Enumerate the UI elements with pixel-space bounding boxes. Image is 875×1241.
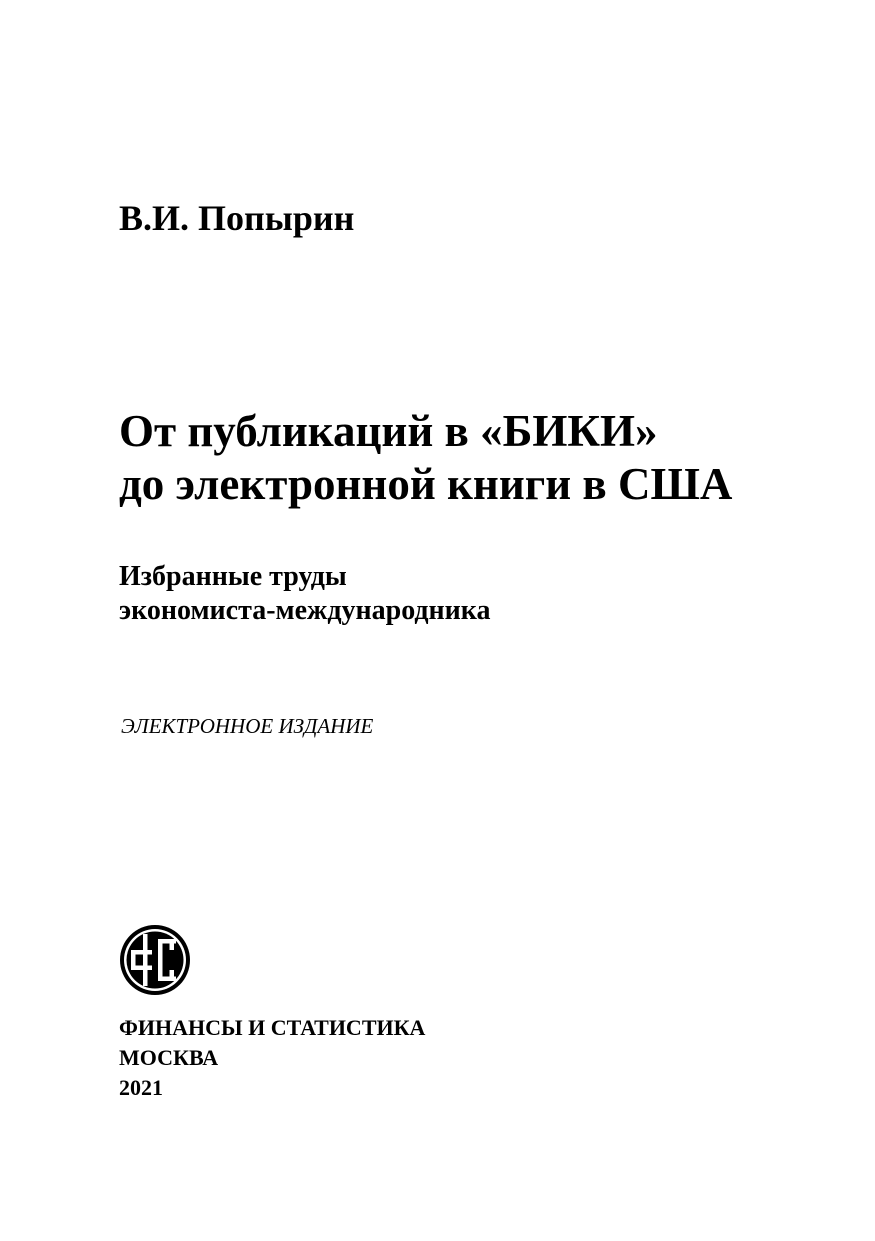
edition-label: ЭЛЕКТРОННОЕ ИЗДАНИЕ bbox=[121, 714, 374, 738]
book-subtitle-line-2: экономиста-международника bbox=[119, 595, 491, 626]
book-subtitle-line-1: Избранные труды bbox=[119, 561, 347, 592]
publication-city: МОСКВА bbox=[119, 1045, 219, 1070]
publication-year: 2021 bbox=[119, 1075, 163, 1100]
publisher-name: ФИНАНСЫ И СТАТИСТИКА bbox=[119, 1015, 426, 1040]
book-title-line-1: От публикаций в «БИКИ» bbox=[119, 406, 658, 456]
book-title-line-2: до электронной книги в США bbox=[119, 459, 733, 509]
author-name: В.И. Попырин bbox=[119, 198, 355, 238]
finansy-i-statistika-logo-icon bbox=[118, 923, 192, 997]
